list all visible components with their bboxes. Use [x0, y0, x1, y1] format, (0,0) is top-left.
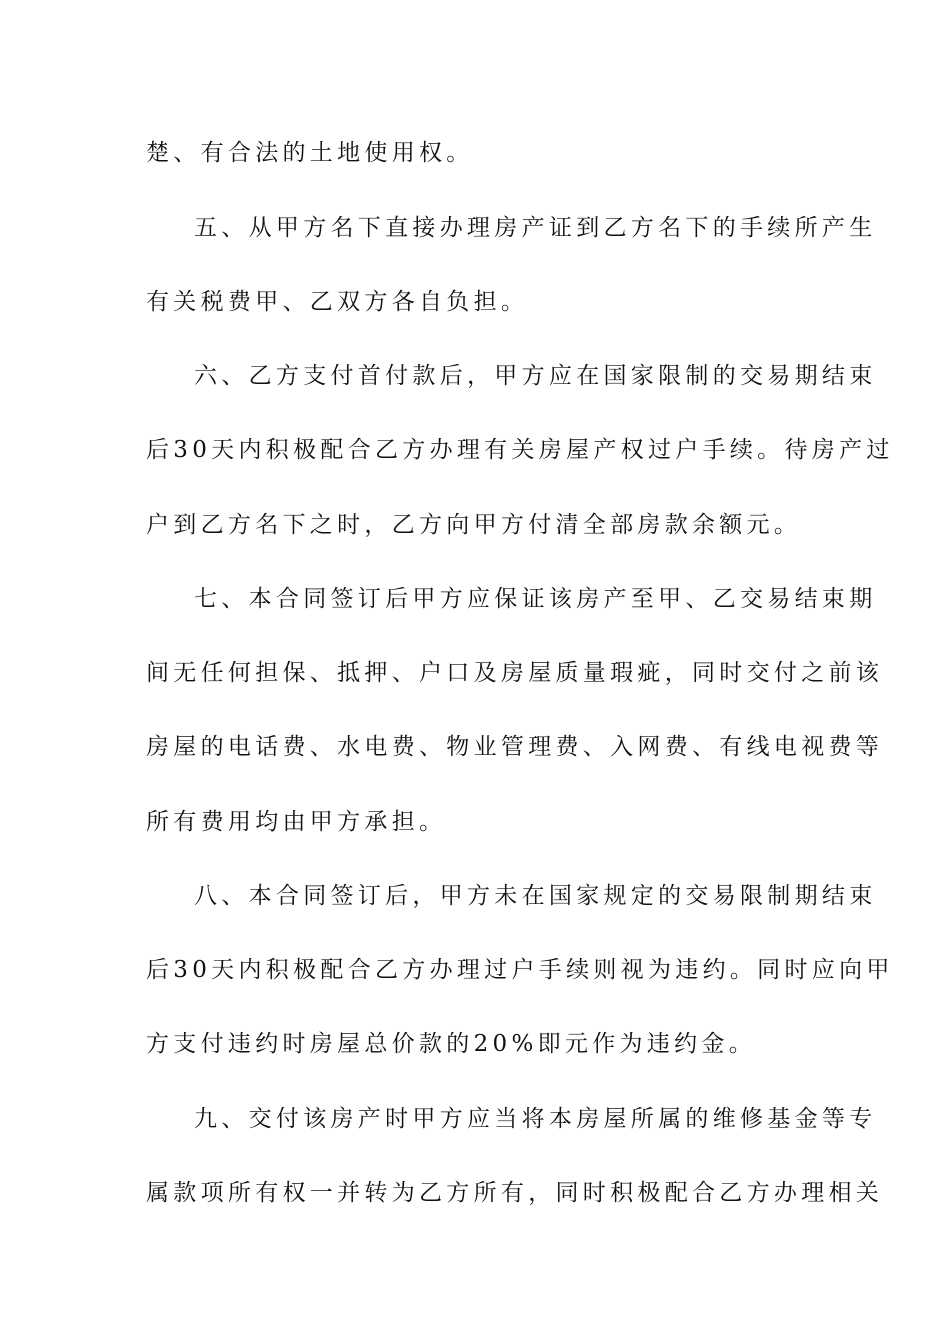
- paragraph-line: 所有费用均由甲方承担。: [146, 809, 447, 835]
- paragraph-line: 户到乙方名下之时，乙方向甲方付清全部房款余额元。: [146, 512, 802, 538]
- paragraph-line: 八、本合同签订后，甲方未在国家规定的交易限制期结束: [194, 883, 877, 909]
- paragraph-line: 五、从甲方名下直接办理房产证到乙方名下的手续所产生: [194, 215, 877, 241]
- paragraph-line: 属款项所有权一并转为乙方所有，同时积极配合乙方办理相关: [146, 1180, 884, 1206]
- paragraph-line: 间无任何担保、抵押、户口及房屋质量瑕疵，同时交付之前该: [146, 660, 884, 686]
- paragraph-line: 房屋的电话费、水电费、物业管理费、入网费、有线电视费等: [146, 734, 884, 760]
- paragraph-line: 有关税费甲、乙双方各自负担。: [146, 289, 529, 315]
- paragraph-line: 后30天内积极配合乙方办理过户手续则视为违约。同时应向甲: [146, 957, 894, 983]
- paragraph-line: 后30天内积极配合乙方办理有关房屋产权过户手续。待房产过: [146, 437, 894, 463]
- paragraph-line: 楚、有合法的土地使用权。: [146, 140, 474, 166]
- paragraph-line: 六、乙方支付首付款后，甲方应在国家限制的交易期结束: [194, 363, 877, 389]
- paragraph-line: 九、交付该房产时甲方应当将本房屋所属的维修基金等专: [194, 1106, 877, 1132]
- paragraph-line: 方支付违约时房屋总价款的20%即元作为违约金。: [146, 1031, 757, 1057]
- paragraph-line: 七、本合同签订后甲方应保证该房产至甲、乙交易结束期: [194, 586, 877, 612]
